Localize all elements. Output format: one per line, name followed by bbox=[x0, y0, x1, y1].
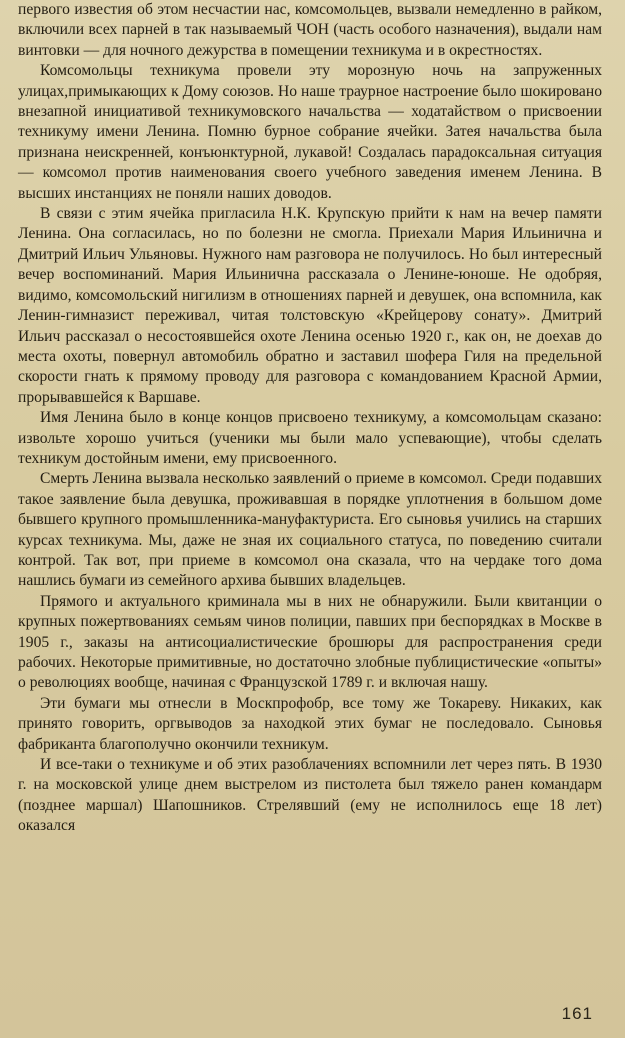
paragraph: Прямого и актуального криминала мы в них не обнаружили. Были квитанции о крупных пожертвованиях семьям чинов полиции, павших при беспорядках в Москве в 1905 г., заказы на антисоциалистические брошюры для распространения среди рабочих. Некоторые примитивные, но достаточно злобные публицистические «опыты» о революциях вообще, начиная с Французской 1789 г. и включая нашу. bbox=[18, 592, 602, 692]
paragraph: первого известия об этом несчастии нас, комсомольцев, вызвали немедленно в райком, включили всех парней в так называемый ЧОН (часть особого назначения), выдали нам винтовки — для ночного дежурства в помещении техникума и в окрестностях. bbox=[18, 1, 602, 59]
body-text bbox=[18, 0, 602, 837]
paragraph: Эти бумаги мы отнесли в Москпрофобр, все тому же Токареву. Никаких, как принято говорить, оргвыводов за находкой этих бумаг не последовало. Сыновья фабриканта благополучно окончили техникум. bbox=[18, 694, 602, 753]
paragraph: Имя Ленина было в конце концов присвоено техникуму, а комсомольцам сказано: извольте хорошо учиться (ученики мы были мало успевающие), чтобы сделать техникум достойным имени, ему присвоенного. bbox=[18, 409, 602, 467]
paragraph: Смерть Ленина вызвала несколько заявлений о приеме в комсомол. Среди подавших такое заявление была девушка, проживавшая в порядке уплотнения в большом доме бывшего крупного промышленника-мануфактуриста. Его сыновья учились на старших курсах техникума. Мы, даже не зная их социального статуса, по поведению считали контрой. Так вот, при приеме в комсомол она сказала, что на чердаке того дома нашлись бумаги из семейного архива бывших владельцев. bbox=[18, 470, 602, 590]
paragraph: Комсомольцы техникума провели эту морозную ночь на запруженных улицах,примыкающих к Дому союзов. Но наше траурное настроение было шокировано внезапной инициативой техникумовского начальства — ходатайством о присвоении техникуму имени Ленина. Помню бурное собрание ячейки. Затея начальства была признана неискренней, конъюнктурной, лукавой! Создалась парадоксальная ситуация — комсомол против наименования своего учебного заведения именем Ленина. В высших инстанциях не поняли наших доводов. bbox=[18, 62, 602, 202]
paragraph: И все-таки о техникуме и об этих разоблачениях вспомнили лет через пять. В 1930 г. на московской улице днем выстрелом из пистолета был тяжело ранен командарм (позднее маршал) Шапошников. Стрелявший (ему не исполнилось еще 18 лет) оказался bbox=[18, 756, 602, 835]
paragraph: В связи с этим ячейка пригласила Н.К. Крупскую прийти к нам на вечер памяти Ленина. Она согласилась, но по болезни не смогла. Приехали Мария Ильинична и Дмитрий Ильич Ульяновы. Нужного нам разговора не получилось. Но был интересный вечер воспоминаний. Мария Ильинична рассказала о Ленине-юноше. Не одобряя, видимо, комсомольский нигилизм в отношениях парней и девушек, она вспомнила, как Ленин-гимназист переживал, читая толстовскую «Крейцерову сонату». Дмитрий Ильич рассказал о несостоявшейся охоте Ленина осенью 1920 г., как он, не доехав до места охоты, повернул автомобиль обратно и заставил шофера Гиля на предельной скорости гнать к прямому проводу для разговора с командованием Красной Армии, прорывавшейся к Варшаве. bbox=[18, 205, 602, 406]
page-number: 161 bbox=[561, 1004, 593, 1023]
